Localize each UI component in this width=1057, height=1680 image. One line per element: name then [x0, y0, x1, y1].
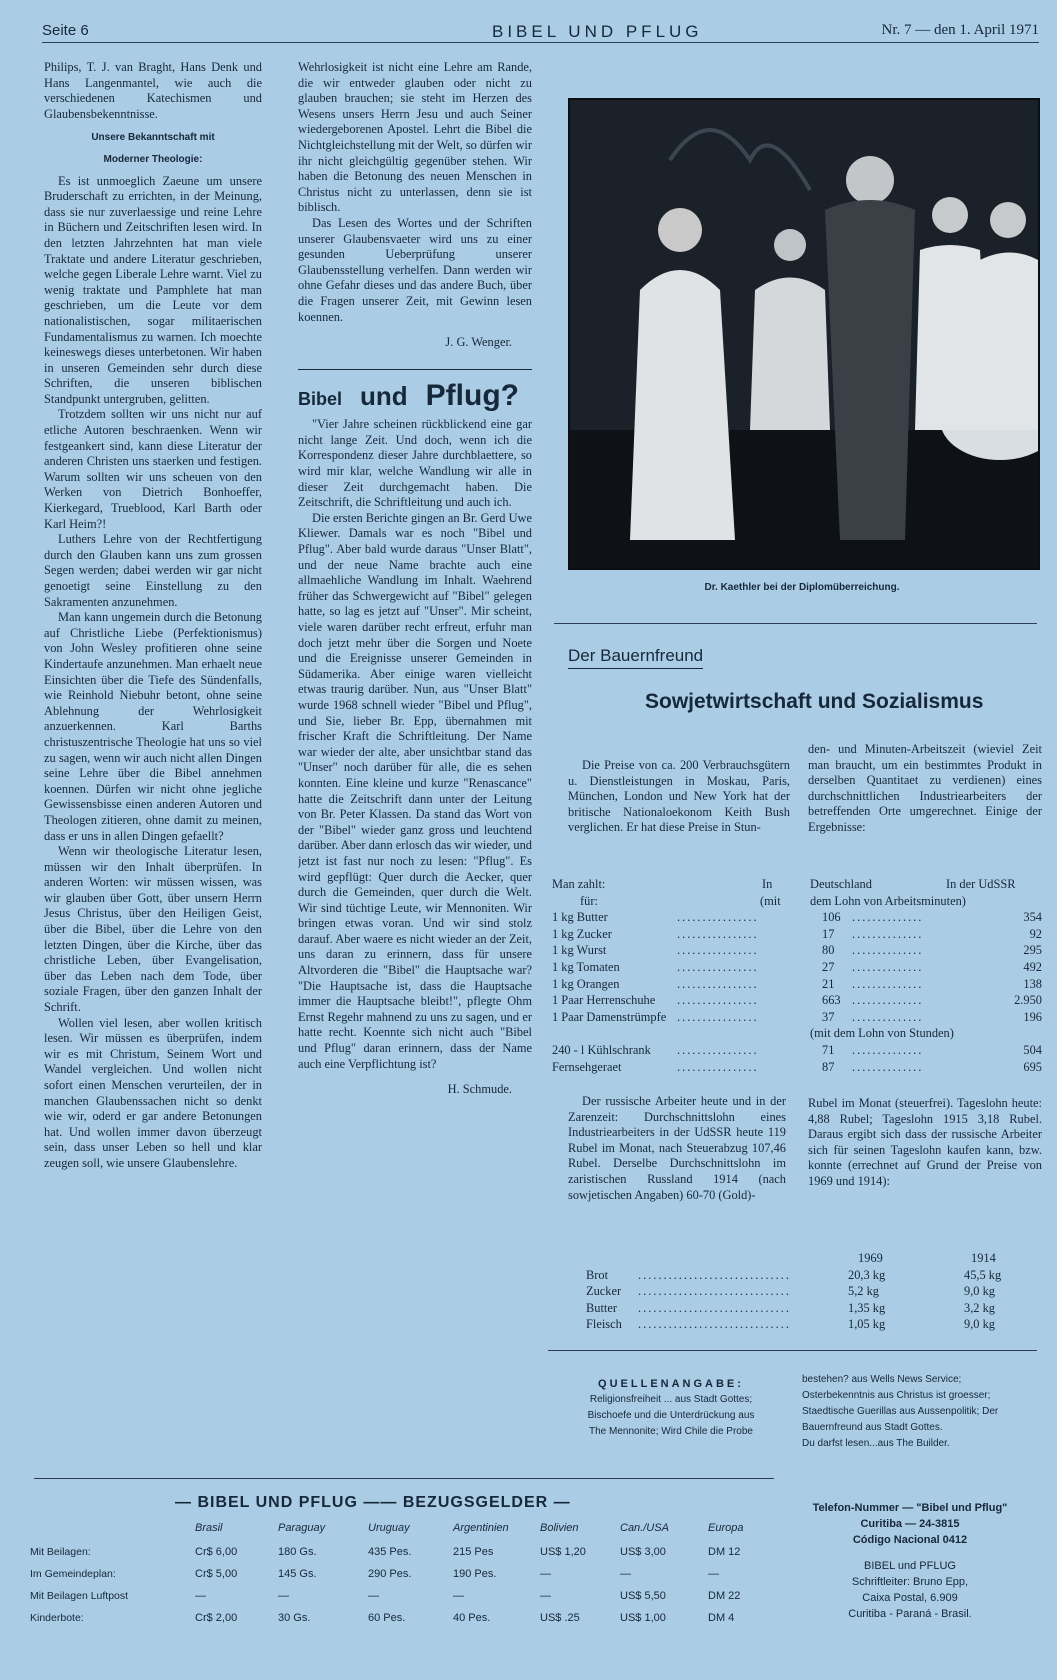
footer-rule — [34, 1478, 774, 1479]
row-label: Im Gemeindeplan: — [30, 1568, 116, 1580]
value-1914: 9,0 kg — [964, 1317, 995, 1332]
value-1969: 20,3 kg — [848, 1267, 886, 1282]
price-cell: 190 Pes. — [453, 1568, 497, 1580]
paragraph: Trotzdem sollten wir uns nicht nur auf etliche Autoren beschraenken. Wenn wir festgeankert sind, kann diese Literatur der anderen Christen uns staerken und festigen. Warum sollten wir uns scheuen von den Werken von Dietrich Bonhoeffer, Kierkegard, Trueblood, Karl Barth oder Karl Heim?! — [44, 407, 262, 531]
wage-goods-table — [586, 1250, 1026, 1333]
price-cell: 180 Gs. — [278, 1546, 317, 1558]
price-cell: Cr$ 6,00 — [195, 1546, 238, 1558]
paragraph: Wehrlosigkeit ist nicht eine Lehre am Rande, die wir entweder glauben oder nicht zu glauben brauchen; sie steht im Herzen des Wesens unsers Herrn Jesu und auch Seiner wiedergeborenen Apostel. Lehrt die Bibel die Nichtgleichstellung mit der Welt, so dürfen wir ihr nicht gleichgültig gegenüber stehen. Wir haben die Betonung des neuen Menschen in Christus nicht zu unterlassen, denn sie ist biblisch. — [298, 60, 532, 215]
table-row — [552, 926, 1042, 943]
sources-left: QUELLENANGABE: Religionsfreiheit ... aus Stadt Gottes; Bischoefe und die Unterdrückung aus The Mennonite; Wird Chile die Probe — [556, 1376, 786, 1440]
photo-illustration — [570, 100, 1038, 568]
dot-leader: .............. — [852, 959, 924, 974]
bauern-wage-right — [808, 1096, 1042, 1236]
masthead-title: BIBEL UND PFLUG — [492, 22, 703, 41]
table-row — [586, 1300, 1026, 1317]
price-cell: — — [540, 1590, 551, 1602]
table-row — [552, 1042, 1042, 1059]
table-row — [552, 1059, 1042, 1076]
dot-leader: .............................. — [638, 1300, 791, 1315]
subheading-1: Unsere Bekanntschaft mit — [91, 132, 215, 144]
bauern-intro-right — [808, 742, 1042, 862]
table-row — [552, 1009, 1042, 1026]
value-ussr: 196 — [1023, 1009, 1042, 1024]
table-row — [552, 959, 1042, 976]
paragraph: Wenn wir theologische Literatur lesen, müssen wir den Inhalt überprüfen. In anderen Worten: wir müssen wissen, was wir glauben über Gott, über unsern Herrn Jesus Christus, über den Heiligen Geist, über die Bibel, über die Lehre von den letzten Dingen, über die Kirche, über das christliche Leben, über Evangelisation, über das Leben nach dem Tode, über soziale Fragen, über den ganzen Inhalt der Schrift. — [44, 844, 262, 1015]
price-cell: 30 Gs. — [278, 1612, 311, 1624]
value-de: 21 — [822, 976, 835, 991]
page-header — [42, 18, 1039, 44]
row-label: Mit Beilagen: — [30, 1546, 91, 1558]
paragraph: "Vier Jahre scheinen rückblickend eine gar nicht lange Zeit. Und doch, wenn ich die Korrespondenz dieser Jahre durchblaettere, so wird mir klar, welche Wandlung wir alle in dieser Zeit durchgemacht haben. Die Zeitschrift, die Schriftleitung und auch ich. — [298, 417, 532, 510]
dot-leader: .............. — [852, 993, 924, 1008]
table-row — [586, 1283, 1026, 1300]
header-rule — [42, 42, 1039, 43]
price-cell: — — [540, 1568, 551, 1580]
dot-leader: ................ — [677, 910, 759, 925]
price-cell: — — [195, 1590, 206, 1602]
price-rows — [552, 909, 1042, 1025]
table-row — [552, 942, 1042, 959]
price-cell: US$ .25 — [540, 1612, 580, 1624]
table-row — [552, 909, 1042, 926]
table-row — [586, 1267, 1026, 1284]
paragraph: Das Lesen des Wortes und der Schriften unserer Glaubensvaeter wird uns zu einer gesunden Ueberprüfung unserer Glaubensstellung verhelfen. Dann werden wir ohne Gefahr dieses und das andere Buch, über die Fragen unserer Zeit, mit Gewinn lesen koennen. — [298, 215, 532, 324]
item-label: Fernsehgeraet — [552, 1059, 622, 1074]
value-1969: 5,2 kg — [848, 1284, 879, 1299]
price-cell: 40 Pes. — [453, 1612, 491, 1624]
value-1914: 3,2 kg — [964, 1300, 995, 1315]
dot-leader: ................ — [677, 1059, 759, 1074]
value-de: 17 — [822, 926, 835, 941]
price-rows — [552, 1042, 1042, 1075]
item-label: 240 - l Kühlschrank — [552, 1042, 651, 1057]
item-label: 1 Paar Herrenschuhe — [552, 993, 656, 1008]
row-label: Kinderbote: — [30, 1612, 84, 1624]
item-label: 1 kg Tomaten — [552, 959, 620, 974]
contact-block: Telefon-Nummer — "Bibel und Pflug" Curitiba — 24-3815 Código Nacional 0412 BIBEL und PFLUG Schriftleiter: Bruno Epp, Caixa Postal, 6.909 Curitiba - Paraná - Brasil. — [812, 1502, 1008, 1620]
table-header-row: 1969 1914 — [858, 1251, 996, 1265]
price-cell: DM 12 — [708, 1546, 741, 1558]
price-cell: — — [368, 1590, 379, 1602]
article-title: Sowjetwirtschaft und Sozialismus — [645, 690, 984, 713]
dot-leader: .............. — [852, 1059, 924, 1074]
item-label: 1 kg Orangen — [552, 976, 620, 991]
paragraph: Es ist unmoeglich Zaeune um unsere Bruderschaft zu errichten, in der Meinung, dass sie nur zuverlaessige und reine Lehre in Büchern und Zeitschriften lesen wird. In den letzten Jahrzehnten hat man viele Traktate und andere Literatur geschrieben, welche gegen Liberale Lehre warnt. Viel zu wenig traktate und Pamphlete hat man geschrieben, um die Leute vor dem nationalistischen, sogar militaerischen Fundamentalismus zu warnen. Ich moechte keineswegs dieses unterbetonen. Wir haben in unseren Gemeinden sehr durch diese Schriften, die unseren biblischen Standpunkt untergruben, gelitten. — [44, 173, 262, 406]
sources-heading: QUELLENANGABE: — [598, 1378, 744, 1390]
ceremony-photo — [568, 98, 1040, 570]
bauern-intro-left — [568, 758, 790, 858]
value-ussr: 695 — [1023, 1059, 1042, 1074]
item-label: Butter — [586, 1300, 617, 1315]
bauern-wage-left — [568, 1094, 786, 1234]
rubric-label: Der Bauernfreund — [568, 646, 703, 669]
paragraph: Man kann ungemein durch die Betonung auf Christliche Liebe (Perfektionismus) von John Wesley profitieren ohne seine Kindertaufe anzunehmen. Man erhaelt neue Einsichten über die Tiefe des Sündenfalls, wie Reinhold Niebuhr betont, ohne seine Ablehnung der Wehrlosigkeit anzuerkennen. Karl Barths christuszentrische Theologie hat uns so viel zu sagen, wenn wir auch nicht allen Dingen seine Lehre über die Bibel annehmen koennen. Dürfen wir nicht ohne jegliche Gewissensbisse einen anderen Autoren und Theologen zitieren, ohne damit zu meinen, dass er uns in allen Dingen gefaellt? — [44, 610, 262, 843]
price-cell: — — [278, 1590, 289, 1602]
item-label: 1 kg Butter — [552, 910, 608, 925]
item-label: Zucker — [586, 1284, 622, 1299]
value-de: 663 — [822, 993, 841, 1008]
value-ussr: 138 — [1023, 976, 1042, 991]
price-cell: Cr$ 5,00 — [195, 1568, 238, 1580]
price-cell: 435 Pes. — [368, 1546, 412, 1558]
value-de: 37 — [822, 1009, 835, 1024]
value-1969: 1,05 kg — [848, 1317, 886, 1332]
dot-leader: .............. — [852, 910, 924, 925]
table-row — [552, 992, 1042, 1009]
dot-leader: .............. — [852, 1042, 924, 1057]
column-2 — [298, 60, 532, 1455]
value-de: 80 — [822, 943, 835, 958]
signature: H. Schmude. — [447, 1082, 512, 1097]
dot-leader: .............................. — [638, 1317, 791, 1332]
price-cell: 145 Gs. — [278, 1568, 317, 1580]
item-label: 1 kg Zucker — [552, 926, 612, 941]
value-de: 106 — [822, 910, 841, 925]
dot-leader: ................ — [677, 976, 759, 991]
price-cell: Cr$ 2,00 — [195, 1612, 238, 1624]
column-header: Brasil — [195, 1522, 223, 1534]
intro-paragraph: Philips, T. J. van Braght, Hans Denk und Hans Langenmantel, wie auch die verschiedenen Katechismen und Glaubensbekenntnisse. — [44, 60, 262, 121]
column-header: Uruguay — [368, 1522, 410, 1534]
paragraph: Der russische Arbeiter heute und in der Zarenzeit: Durchschnittslohn eines Industriearbeiters in der UdSSR heute 119 Rubel im Monat, nach Steuerabzug 107,46 Rubel. Derselbe Durchschnittslohn im zaristischen Russland 1914 (nach sowjetischen Angaben) 60-70 (Gold)- — [568, 1094, 786, 1202]
dot-leader: .............................. — [638, 1267, 791, 1282]
table-row — [552, 976, 1042, 993]
paragraph: den- und Minuten-Arbeitszeit (wieviel Zeit man braucht, um ein bestimmtes Produkt in derselben Quantitaet zu verdienen) eines durchschnittlichen Industriearbeiters der betreffenden Orte umgerechnet. Einige der Ergebnisse: — [808, 742, 1042, 834]
value-de: 87 — [822, 1059, 835, 1074]
price-cell: US$ 3,00 — [620, 1546, 666, 1558]
value-ussr: 504 — [1023, 1042, 1042, 1057]
item-label: Brot — [586, 1267, 609, 1282]
item-label: 1 Paar Damenstrümpfe — [552, 1009, 667, 1024]
value-ussr: 2.950 — [1014, 993, 1042, 1008]
subheading-2: Moderner Theologie: — [103, 153, 203, 165]
column-header: Paraguay — [278, 1522, 326, 1534]
table-note-row: (mit dem Lohn von Stunden) — [810, 1026, 954, 1041]
price-cell: US$ 5,50 — [620, 1590, 666, 1602]
paragraph: Rubel im Monat (steuerfrei). Tageslohn heute: 4,88 Rubel; Tageslohn 1915 3,18 Rubel. Daraus ergibt sich dass der russische Arbeiter sich für seinen Tageslohn kaufen kann, bzw. konnte (errechnet auf Grund der Preise von 1969 und 1914): — [808, 1096, 1042, 1188]
subscription-title: — BIBEL UND PFLUG —— BEZUGSGELDER — — [175, 1494, 571, 1511]
column-header: Argentinien — [453, 1522, 509, 1534]
value-ussr: 295 — [1023, 943, 1042, 958]
table-row — [586, 1316, 1026, 1333]
dot-leader: ................ — [677, 926, 759, 941]
paragraph: Luthers Lehre von der Rechtfertigung durch den Glauben kann uns zum grossen Segen werden; dabei werden wir gar nicht genoetigt seine Einstellung zu den Sakramenten anzunehmen. — [44, 532, 262, 609]
dot-leader: ................ — [677, 993, 759, 1008]
page-number: Seite 6 — [42, 22, 89, 39]
value-ussr: 492 — [1023, 959, 1042, 974]
price-cell: US$ 1,20 — [540, 1546, 586, 1558]
dot-leader: .............. — [852, 943, 924, 958]
price-cell: 60 Pes. — [368, 1612, 406, 1624]
item-label: Fleisch — [586, 1317, 622, 1332]
dot-leader: .............. — [852, 976, 924, 991]
price-cell: — — [708, 1568, 719, 1580]
section-rule — [554, 623, 1037, 624]
paragraph: Die Preise von ca. 200 Verbrauchsgütern u. Dienstleistungen in Moskau, Paris, München, London und New York hat der britische Nationaloekonom Keith Bush verglichen. Er hat diese Preise in Stun- — [568, 758, 790, 835]
value-de: 27 — [822, 959, 835, 974]
column-header: Can./USA — [620, 1522, 669, 1534]
section-rule — [298, 369, 532, 370]
price-cell: DM 22 — [708, 1590, 741, 1602]
value-ussr: 92 — [1029, 926, 1042, 941]
paragraph: Wollen viel lesen, aber wollen kritisch lesen. Wir müssen es überprüfen, indem wir es mit Christum, Seinem Wort und Wandel vergleichen. Und wollen nicht sofort einen Menschen verurteilen, der in manchen Glaubenssachen nicht so denkt wie wir, oderd er gar andere Betonungen hat. Und wollen immer davon überzeugt sein, dass unser Leben so hell und klar zeugen soll, wie unsere Glaubenslehre. — [44, 1015, 262, 1170]
photo-caption: Dr. Kaethler bei der Diplomüberreichung. — [704, 582, 900, 593]
sources-right: bestehen? aus Wells News Service; Osterbekenntnis aus Christus ist groesser; Staedtische Guerillas aus Aussenpolitik; Der Bauernfreund aus Stadt Gottes. Du darfst lesen...aus The Builder. — [802, 1374, 999, 1449]
dot-leader: ................ — [677, 1042, 759, 1057]
column-header: Bolivien — [540, 1522, 579, 1534]
value-de: 71 — [822, 1042, 835, 1057]
price-table — [552, 876, 1042, 1075]
value-ussr: 354 — [1023, 910, 1042, 925]
dot-leader: .............................. — [638, 1284, 791, 1299]
column-header: Europa — [708, 1522, 744, 1534]
item-label: 1 kg Wurst — [552, 943, 607, 958]
issue-date: Nr. 7 — den 1. April 1971 — [881, 22, 1039, 38]
dot-leader: .............. — [852, 926, 924, 941]
value-1914: 45,5 kg — [964, 1267, 1002, 1282]
price-cell: — — [620, 1568, 631, 1580]
article-title: Bibel und Pflug? — [298, 378, 519, 412]
section-rule — [548, 1350, 1037, 1351]
price-cell: US$ 1,00 — [620, 1612, 666, 1624]
value-1969: 1,35 kg — [848, 1300, 886, 1315]
price-cell: 290 Pes. — [368, 1568, 412, 1580]
dot-leader: ................ — [677, 1009, 759, 1024]
price-cell: DM 4 — [708, 1612, 735, 1624]
table-header-row: Man zahlt: In Deutschland In der UdSSR — [552, 877, 1016, 891]
dot-leader: ................ — [677, 959, 759, 974]
signature: J. G. Wenger. — [445, 335, 512, 350]
price-cell: 215 Pes — [453, 1546, 494, 1558]
value-1914: 9,0 kg — [964, 1284, 995, 1299]
paragraph: Die ersten Berichte gingen an Br. Gerd Uwe Kliewer. Damals war es noch "Bibel und Pflug". Aber bald wurde daraus "Unser Blatt", und der neue Name brachte auch eine allmaehliche Wandlung im Inhalt. Waehrend früher das Schwergewicht auf "Bibel" gelegen hatte, so lag es jetzt auf "Unser". Mir scheint, viele waren darüber recht erfreut, erfuhr man doch jetzt mehr über die Sorgen und Noete und die Ereignisse unserer Gemeinden in Südamerika. Aber einige waren vielleicht etwas traurig darüber. Nun, aus "Unser Blatt" wurde 1968 schnell wieder "Bibel und Pflug", und Sie, lieber Br. Epp, übernahmen mit frischer Kraft die Schriftleitung. Der Name war wieder der alte, aber unsichtbar stand das "Unser" noch darüber für alle, die es sehen konnten. Eine kleine und kurze "Renascance" hatte die Zeitschrift dann unter der Leitung von Br. Peter Klassen. Da stand das Wort von der "Bibel" wieder ganz gross und leuchtend darüber. Aber dann erlosch das wir wieder, und jetzt ist fast nur noch zu lesen: "Pflug". Es wird gepflügt: Quer durch die Aecker, quer durch die Gemeinden, quer durch die Welt. Wir sind tüchtige Leute, wir Mennoniten. Wir bringen etwas voran. Und wir sind stolz darauf. Aber waere es nicht wieder an der Zeit, uns daran zu erinnern, dass für unsere Altvorderen die "Bibel" die Hauptsache war? "Die Hauptsache ist, dass die Hauptsache immer die Hauptsache bleibt!", pflegte Ohm Ernst Regehr mahnend zu uns zu sagen, und er hatte recht. Koennte sich nicht auch "Bibel und Pflug" daran erinnern, dass der Name auch eine Verpflichtung ist? — [298, 510, 532, 1071]
column-1 — [44, 60, 262, 1455]
row-label: Mit Beilagen Luftpost — [30, 1590, 129, 1602]
goods-rows — [586, 1267, 1026, 1333]
dot-leader: ................ — [677, 943, 759, 958]
dot-leader: .............. — [852, 1009, 924, 1024]
price-cell: — — [453, 1590, 464, 1602]
table-header-row: für: (mit dem Lohn von Arbeitsminuten) — [580, 893, 966, 908]
